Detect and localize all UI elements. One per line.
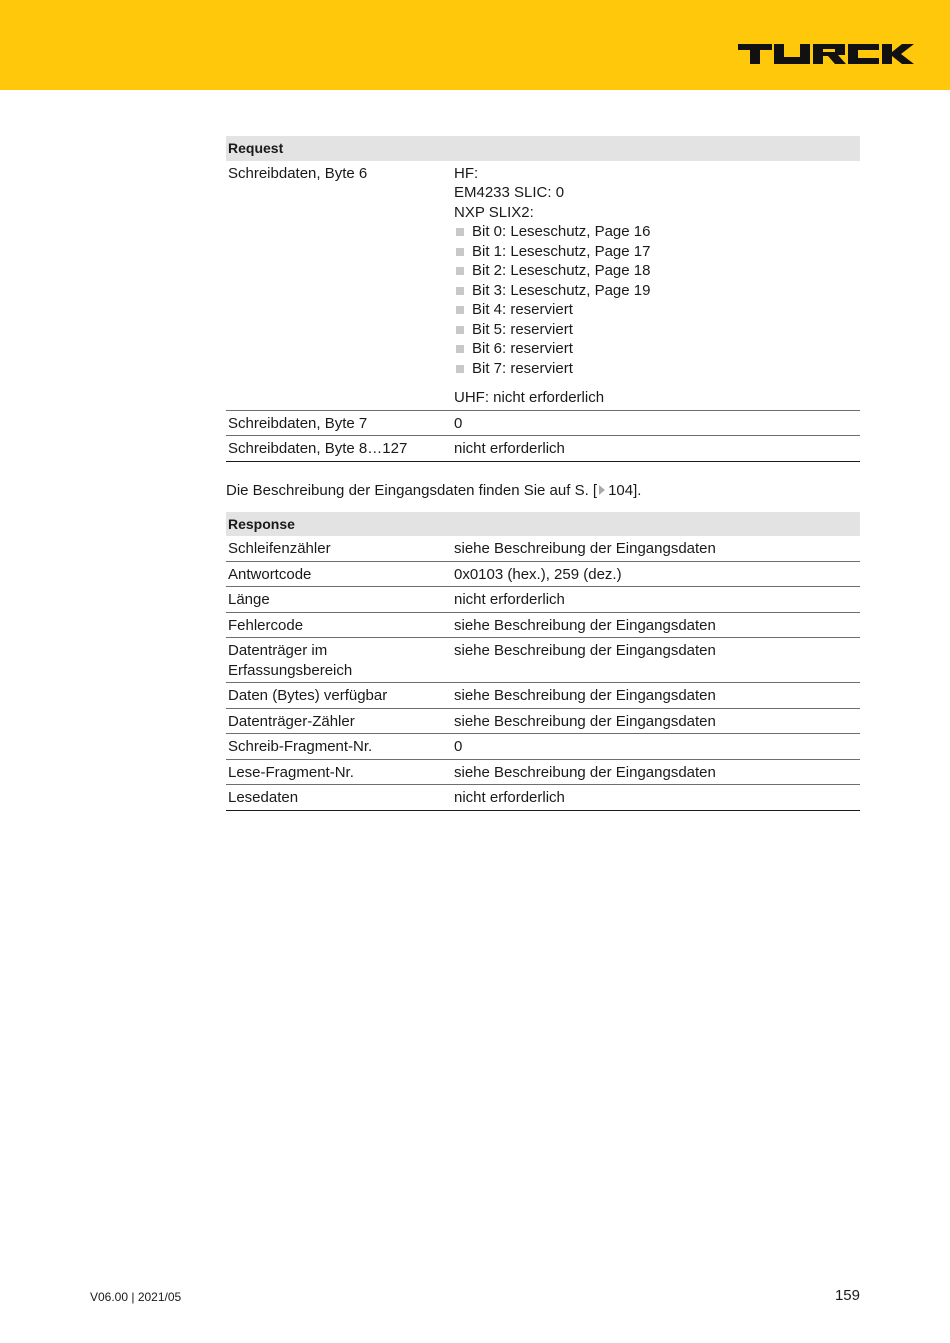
- list-item: Bit 3: Leseschutz, Page 19: [454, 281, 858, 301]
- row-label: Antwortcode: [226, 561, 452, 587]
- row-value: siehe Beschreibung der Eingangsdaten: [452, 759, 860, 785]
- row-value: siehe Beschreibung der Eingangsdaten: [452, 708, 860, 734]
- row-label: [226, 638, 452, 683]
- value-line: HF:: [454, 164, 479, 182]
- response-table-heading: Response: [226, 512, 860, 537]
- row-value: 0: [452, 734, 860, 760]
- row-label: Fehlercode: [226, 612, 452, 638]
- table-row: [226, 410, 860, 436]
- list-item: Bit 4: reserviert: [454, 300, 858, 320]
- response-table: [226, 512, 860, 811]
- row-value: 0: [452, 410, 860, 436]
- table-row: [226, 587, 860, 613]
- row-value: siehe Beschreibung der Eingangsdaten: [452, 536, 860, 561]
- value-line: UHF: nicht erforderlich: [454, 389, 605, 406]
- list-item: Bit 1: Leseschutz, Page 17: [454, 242, 858, 262]
- row-label: Datenträger-Zähler: [226, 708, 452, 734]
- row-label: Schreib-Fragment-Nr.: [226, 734, 452, 760]
- value-line: NXP SLIX2:: [454, 203, 534, 221]
- table-row: [226, 536, 860, 561]
- main-content: [226, 136, 860, 811]
- row-value: siehe Beschreibung der Eingangsdaten: [452, 612, 860, 638]
- row-value: siehe Beschreibung der Eingangsdaten: [452, 683, 860, 709]
- row-value: nicht erforderlich: [452, 785, 860, 811]
- table-row: [226, 759, 860, 785]
- request-table: [226, 136, 860, 462]
- list-item: Bit 6: reserviert: [454, 339, 858, 359]
- table-row: [226, 708, 860, 734]
- bit-list: [454, 222, 858, 378]
- list-item: Bit 2: Leseschutz, Page 18: [454, 261, 858, 281]
- page-reference-link[interactable]: 104: [608, 481, 634, 499]
- value-line: EM4233 SLIC: 0: [454, 184, 565, 201]
- list-item: Bit 7: reserviert: [454, 359, 858, 379]
- page-reference-arrow-icon: [599, 485, 605, 495]
- row-label-line: Erfassungsbereich: [228, 661, 353, 679]
- list-item: Bit 5: reserviert: [454, 320, 858, 340]
- row-label: Schreibdaten, Byte 8…127: [226, 436, 452, 462]
- footer-version: V06.00 | 2021/05: [90, 1290, 182, 1304]
- row-value: siehe Beschreibung der Eingangsdaten: [452, 638, 860, 683]
- table-row: [226, 161, 860, 411]
- page-number: 159: [834, 1287, 860, 1304]
- row-label: Schreibdaten, Byte 7: [226, 410, 452, 436]
- table-row: [226, 436, 860, 462]
- table-row: [226, 734, 860, 760]
- request-table-heading: Request: [226, 136, 860, 161]
- turck-logo-icon: [738, 44, 914, 64]
- row-label-line: Datenträger im: [228, 642, 328, 659]
- row-value: nicht erforderlich: [452, 587, 860, 613]
- turck-logo: [738, 44, 914, 64]
- list-item: Bit 0: Leseschutz, Page 16: [454, 222, 858, 242]
- table-row: [226, 683, 860, 709]
- row-value: [452, 161, 860, 411]
- row-label: Daten (Bytes) verfügbar: [226, 683, 452, 709]
- note-text: Die Beschreibung der Eingangsdaten finden Sie auf S. [: [226, 481, 598, 499]
- table-row: [226, 561, 860, 587]
- input-data-note: [226, 481, 860, 500]
- table-row: [226, 785, 860, 811]
- row-value: nicht erforderlich: [452, 436, 860, 462]
- row-label: Länge: [226, 587, 452, 613]
- table-row: [226, 612, 860, 638]
- row-value: 0x0103 (hex.), 259 (dez.): [452, 561, 860, 587]
- note-text-end: ].: [633, 481, 642, 499]
- row-label: Lese-Fragment-Nr.: [226, 759, 452, 785]
- table-row: [226, 638, 860, 683]
- row-label: Lesedaten: [226, 785, 452, 811]
- row-label: Schleifenzähler: [226, 536, 452, 561]
- row-label: Schreibdaten, Byte 6: [226, 161, 452, 411]
